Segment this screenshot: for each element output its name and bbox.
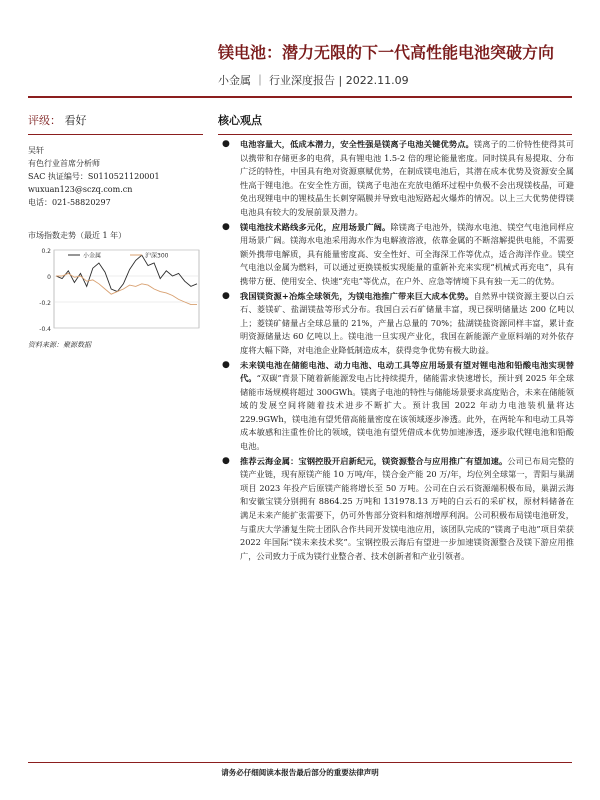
bullet-dot-icon: ● <box>222 290 230 301</box>
analyst-email: wuxuan123@sczq.com.cn <box>28 185 133 194</box>
analyst-role: 有色行业首席分析师 <box>28 159 100 168</box>
rating <box>28 112 203 128</box>
analyst-sac: SAC 执证编号：S0110521120001 <box>28 172 160 181</box>
bullet-body: 公司已布局完整的镁产业链，现有原镁产能 10 万吨/年，镁合金产能 20 万/年，均位列全球第一，青阳与巢湖项目 2023 年投产后原镁产能将增长至 50 万吨。公司在白云石资源端积极布局，巢湖云海和安徽宝镁分别拥有 8864.25 万吨和 131978.13 万吨的白云石的采矿权，原材料储备在满足未来产能扩张需要下，仍可外售部分资料和熔剂增厚利润。公司积极布局镁电池研发，与重庆大学潘复生院士团队合作共同开发镁电池应用，该团队完成的“镁离子电池”项目荣获 2022 年国际“镁未来技术奖”。宝钢控股云海后有望进一步加速镁资源整合及镁下游应用推广，公司致力于成为镁行业整合者、技术创新者和产业引领者。 <box>240 455 574 561</box>
rating-divider <box>28 134 203 135</box>
bullet-dot-icon: ● <box>222 359 230 370</box>
analyst-name: 吴轩 <box>28 146 44 155</box>
chart-source: 资料来源：聚源数据 <box>28 341 91 349</box>
series-line <box>56 255 197 291</box>
bullet-item <box>218 138 574 220</box>
index-chart <box>28 244 203 334</box>
rating-value: 看好 <box>64 114 87 127</box>
report-subtitle: 小金属 ｜ 行业深度报告 | 2022.11.09 <box>218 74 409 87</box>
y-tick-label: -0.4 <box>39 326 51 333</box>
bullet-item <box>218 290 574 358</box>
core-points <box>218 138 574 564</box>
footer-divider <box>28 762 572 763</box>
report-title: 镁电池：潜力无限的下一代高性能电池突破方向 <box>218 43 555 62</box>
analyst-info <box>28 144 208 209</box>
bullet-dot-icon: ● <box>222 221 230 232</box>
chart-title: 市场指数走势（最近 1 年） <box>28 231 127 240</box>
bullet-body: 自然界中镁资源主要以白云石、菱镁矿、盐湖镁盐等形式分布。我国白云石矿储量丰富，现已探明储量达 200 亿吨以上；菱镁矿储量占全球总量的 21%，产量占总量的 70%；盐湖镁盐资源同样丰富，累计查明资源储量达 60 亿吨以上。镁电池一旦实现产业化，我国在新能源产业原料端的对外依存度将大幅下降，对电池企业降低制造成本，获得竞争优势有极大助益。 <box>240 290 574 355</box>
bullet-lead: 镁电池技术路线多元化，应用场景广阔。 <box>240 221 391 232</box>
core-divider <box>218 134 572 135</box>
y-tick-label: -0.2 <box>39 300 51 307</box>
chart-frame <box>54 250 199 328</box>
bullet-lead: 推荐云海金属：宝钢控股开启新纪元，镁资源整合与应用推广有望加速。 <box>240 455 508 466</box>
bullet-lead: 电池容量大，低成本潜力，安全性强是镁离子电池关键优势点。 <box>240 139 474 149</box>
bullet-lead: 未来镁电池在储能电池、动力电池、电动工具等应用场景有望对锂电池和铅酸电池实现替代。 <box>240 359 574 384</box>
legal-notice: 请务必仔细阅读本报告最后部分的重要法律声明 <box>221 768 379 777</box>
bullet-body: “双碳”背景下随着新能源发电占比持续提升，储能需求快速增长，预计到 2025 年全球储能市场规模将超过 300GWh。镁离子电池的特性与储能场景要求高度贴合，未来在储能领域的发展空间将随着技术进步不断扩大。预计我国 2022 年动力电池装机量将达 229.9GWh，镁电池有望凭借高能量密度在该领域逐步渗透。此外，在两轮车和电动工具等成本敏感和注重性价比的领域，镁电池有望凭借成本优势加速渗透，逐步取代锂电池和铅酸电池。 <box>240 373 574 452</box>
bullet-body: 除镁离子电池外，镁海水电池、镁空气电池同样应用场景广阔。镁海水电池采用海水作为电解液溶液，依靠金属的不断溶解提供电能，不需要额外携带电解质，具有能量密度高、安全性好、可全海深工作等优点，适合海洋作业。镁空气电池以金属为燃料，可以通过更换镁板实现能量的重新补充来实现“机械式再充电”，具有携带方便、使用安全、快速“充电”等优点，在户外、应急等情境下具有独一无二的优势。 <box>240 221 574 286</box>
index-chart-svg <box>28 244 203 334</box>
y-tick-label: 0.2 <box>41 248 51 255</box>
y-tick-label: 0 <box>47 274 51 281</box>
rating-label: 评级： <box>28 114 61 127</box>
core-heading: 核心观点 <box>218 114 262 127</box>
bullet-item <box>218 359 574 454</box>
header-divider <box>28 96 572 98</box>
bullet-item <box>218 455 574 564</box>
bullet-lead: 我国镁资源+冶炼全球领先，为镁电池推广带来巨大成本优势。 <box>240 290 474 301</box>
bullet-item <box>218 221 574 289</box>
analyst-phone: 电话：021-58820297 <box>28 198 111 207</box>
bullet-body: 镁离子的二价特性使得其可以携带和存储更多的电荷，具有锂电池 1.5-2 倍的理论能量密度。同时镁具有易提取、分布广泛的特性，中国具有绝对资源禀赋优势，在制成镁电池后，其潜在成本优势及资源安全属性高于锂电池。在安全性方面，镁离子电池在充放电循环过程中负极不会出现镁枝晶，可避免出现锂电中的锂枝晶生长刺穿隔膜并导致电池短路起火爆炸的情况。以上三大优势使得镁电池具有较大的发展前景及潜力。 <box>240 139 574 217</box>
legend-label: 小金属 <box>83 252 102 260</box>
bullet-dot-icon: ● <box>222 455 230 466</box>
bullet-dot-icon: ● <box>222 139 230 149</box>
legend-label: 沪深300 <box>145 252 169 260</box>
